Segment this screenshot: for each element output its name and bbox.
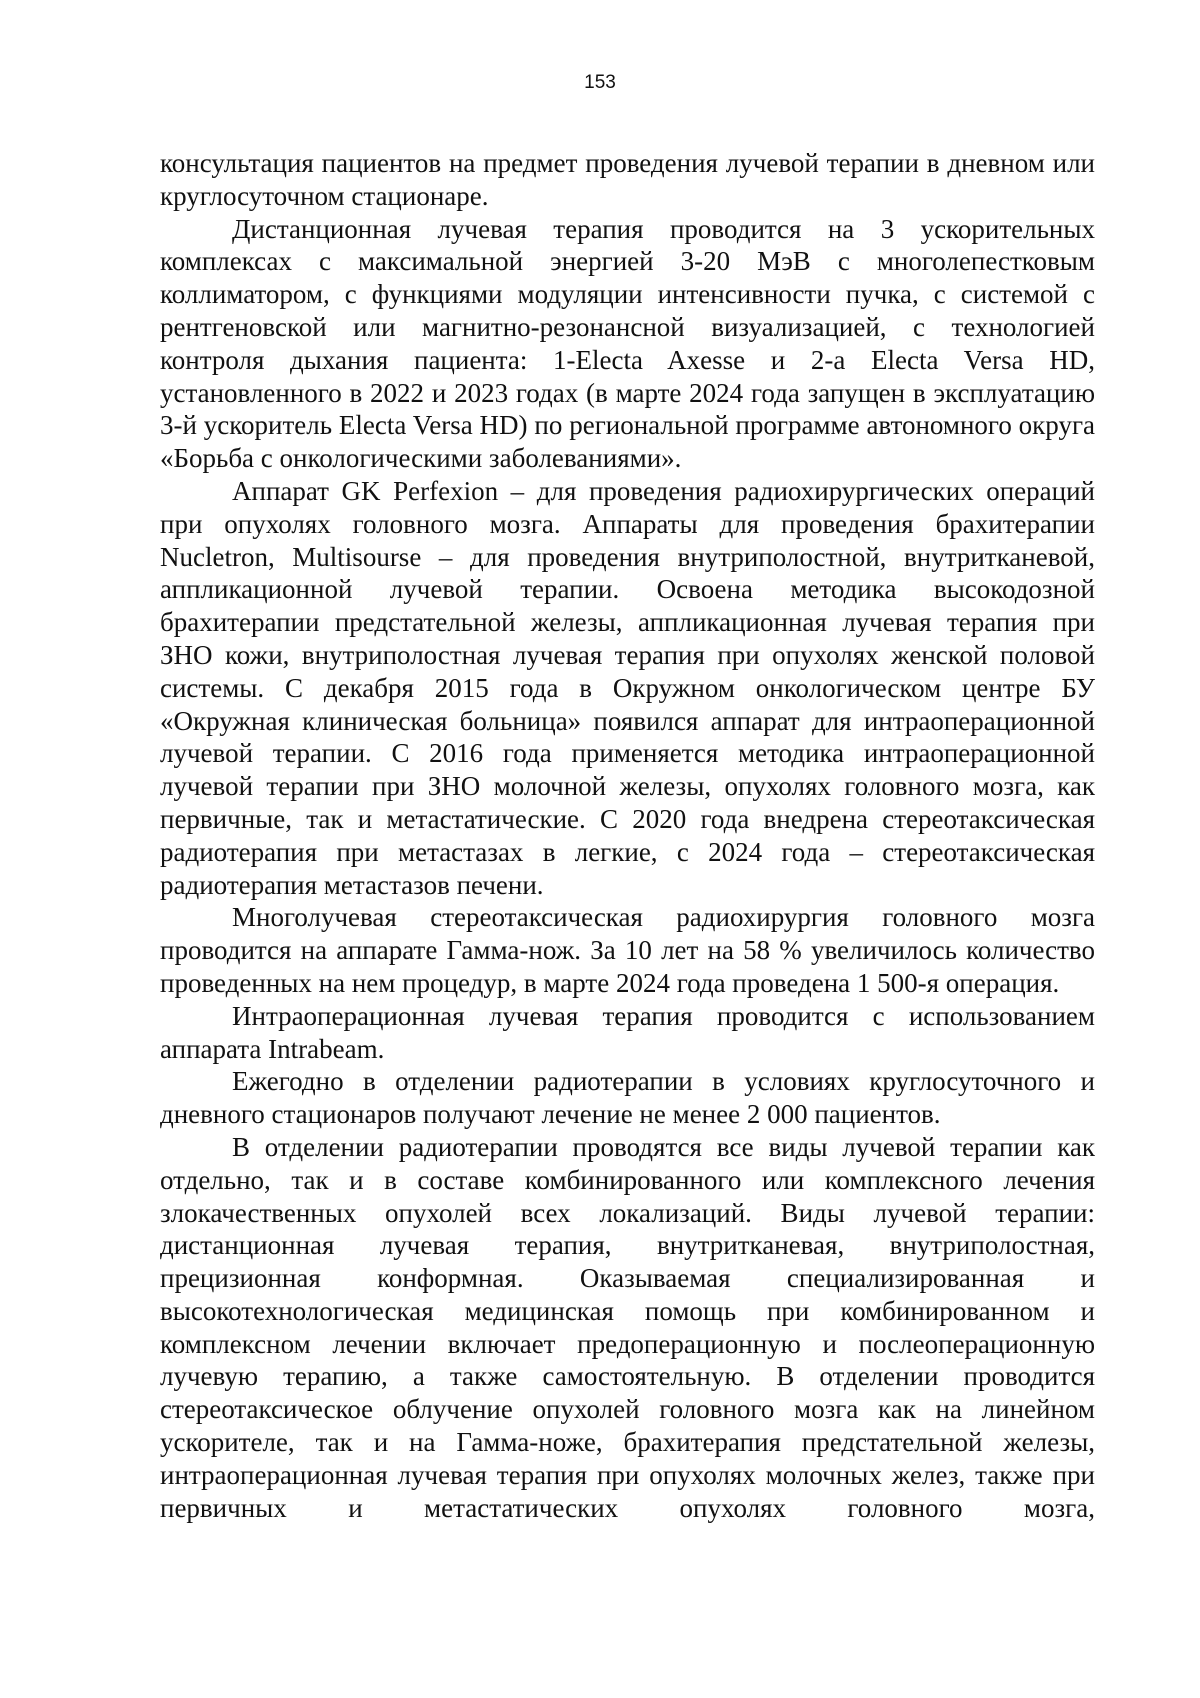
paragraph-distance-therapy: Дистанционная лучевая терапия проводится на 3 ускорительных комплексах с максимальной энергией 3-20 МэВ с многолепестковым коллиматором, с функциями модуляции интенсивности пучка, с системой с рентгеновской или магнитно-резонансной визуализацией, с технологией контроля дыхания пациента: 1-Electa Axesse и 2-а Electa Versa HD, установленного в 2022 и 2023 годах (в марте 2024 года запущен в эксплуатацию 3-й ускоритель Electa Versa HD) по региональной программе автономного округа «Борьба с онкологическими заболеваниями». <box>160 213 1095 474</box>
page-number: 153 <box>584 72 616 93</box>
paragraph-gk-perfexion: Аппарат GK Perfexion – для проведения радиохирургических операций при опухолях головного мозга. Аппараты для проведения брахитерапии Nucletron, Multisourse – для проведения внутриполостной, внутритканевой, аппликационной лучевой терапии. Освоена методика высокодозной брахитерапии предстательной железы, аппликационная лучевая терапия при ЗНО кожи, внутриполостная лучевая терапия при опухолях женской половой системы. С декабря 2015 года в Окружном онкологическом центре БУ «Окружная клиническая больница» появился аппарат для интраоперационной лучевой терапии. С 2016 года применяется методика интраоперационной лучевой терапии при ЗНО молочной железы, опухолях головного мозга, как первичные, так и метастатические. С 2020 года внедрена стереотаксическая радиотерапия при метастазах в легкие, с 2024 года – стереотаксическая радиотерапия метастазов печени. <box>160 475 1095 900</box>
paragraph-gamma-knife: Многолучевая стереотаксическая радиохирургия головного мозга проводится на аппарате Гамма-нож. За 10 лет на 58 % увеличилось количество проведенных на нем процедур, в марте 2024 года проведена 1 500-я операция. <box>160 902 1095 998</box>
paragraph-patients-yearly: Ежегодно в отделении радиотерапии в условиях круглосуточного и дневного стационаров получают лечение не менее 2 000 пациентов. <box>160 1066 1095 1130</box>
paragraph-continuation: консультация пациентов на предмет проведения лучевой терапии в дневном или круглосуточном стационаре. <box>160 148 1095 211</box>
paragraph-therapy-types: В отделении радиотерапии проводятся все виды лучевой терапии как отдельно, так и в составе комбинированного или комплексного лечения злокачественных опухолей всех локализаций. Виды лучевой терапии: дистанционная лучевая терапия, внутритканевая, внутриполостная, прецизионная конформная. Оказываемая специализированная и высокотехнологическая медицинская помощь при комбинированном и комплексном лечении включает предоперационную и послеоперационную лучевую терапию, а также самостоятельную. В отделении проводится стереотаксическое облучение опухолей головного мозга как на линейном ускорителе, так и на Гамма-ноже, брахитерапия предстательной железы, интраоперационная лучевая терапия при опухолях молочных желез, также при первичных и метастатических опухолях головного мозга, <box>160 1131 1095 1523</box>
document-body <box>160 147 1095 1524</box>
paragraph-intrabeam: Интраоперационная лучевая терапия проводится с использованием аппарата Intrabeam. <box>160 1000 1095 1064</box>
